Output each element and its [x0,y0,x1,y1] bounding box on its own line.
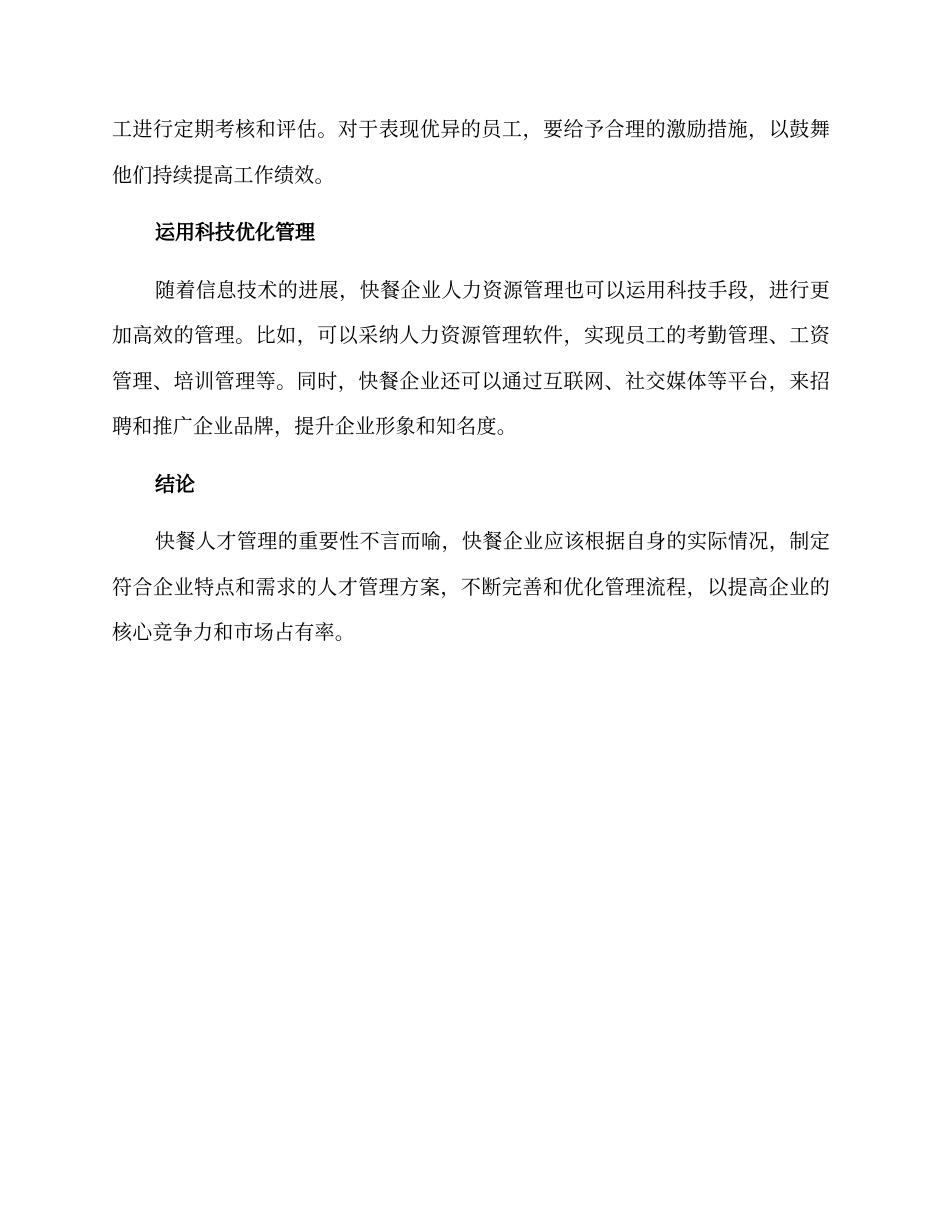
heading-conclusion: 结论 [155,471,195,496]
paragraph-technology-management: 随着信息技术的进展，快餐企业人力资源管理也可以运用科技手段，进行更加高效的管理。比如，可以采纳人力资源管理软件，实现员工的考勤管理、工资管理、培训管理等。同时，快餐企业还可以通过互联网、社交媒体等平台，来招聘和推广企业品牌，提升企业形象和知名度。 [112,277,830,438]
paragraph-performance-review: 工进行定期考核和评估。对于表现优异的员工，要给予合理的激励措施，以鼓舞他们持续提高工作绩效。 [112,117,830,187]
heading-technology-management: 运用科技优化管理 [155,220,315,244]
paragraph-conclusion: 快餐人才管理的重要性不言而喻，快餐企业应该根据自身的实际情况，制定符合企业特点和需求的人才管理方案，不断完善和优化管理流程，以提高企业的核心竞争力和市场占有率。 [112,529,830,644]
